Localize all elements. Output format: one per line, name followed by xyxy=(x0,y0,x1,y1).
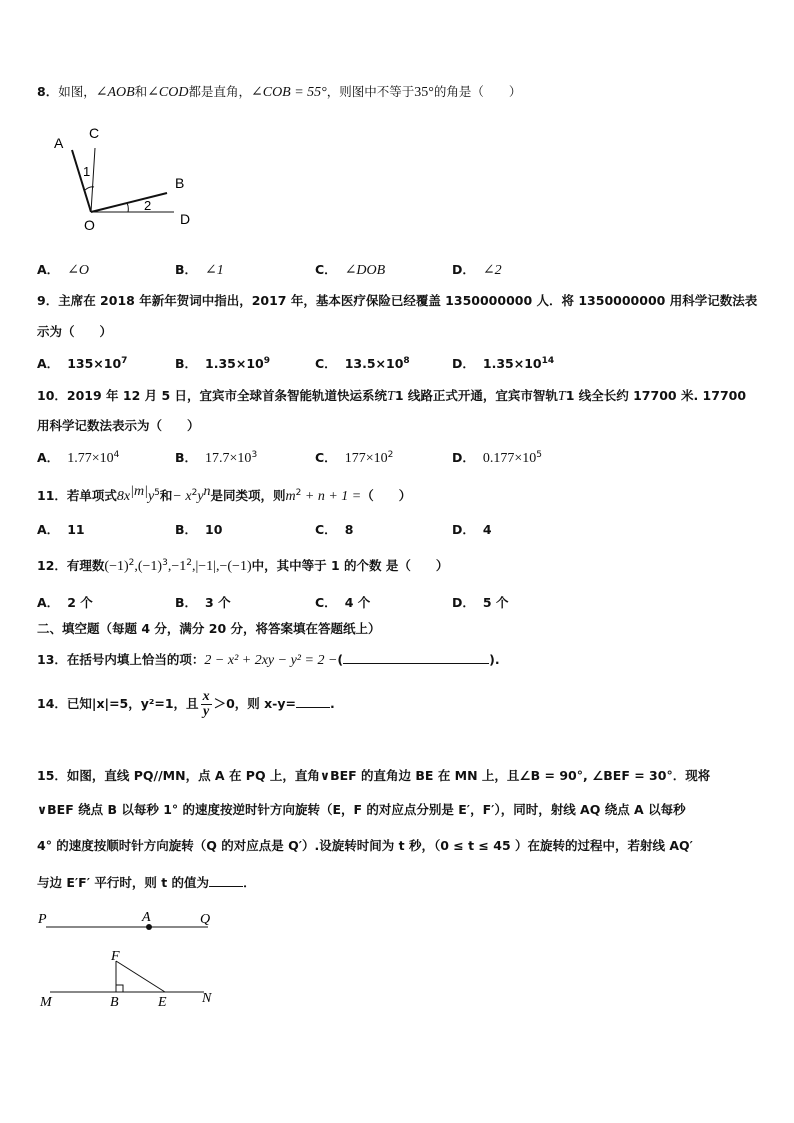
q10-options xyxy=(37,448,757,468)
q8-option-d[interactable]: D． ∠2 xyxy=(452,262,502,278)
q13-answer-blank[interactable] xyxy=(343,650,489,664)
q15-stem-line3: 4° 的速度按顺时针方向旋转（Q 的对应点是 Q′）.设旋转时间为 t 秒，（0 ≤ t ≤ 45 ）在旋转的过程中，若射线 AQ′ xyxy=(37,838,693,853)
label-2: 2 xyxy=(144,198,152,213)
q8-stem: 8．如图，∠AOB和∠COD都是直角，∠COB = 55°，则图中不等于35°的角是（ ） xyxy=(37,84,522,100)
q8-figure xyxy=(50,120,210,235)
label-c: C xyxy=(89,125,100,141)
q11-stem: 11．若单项式$8x^{|m|}y^5$和− $x^2y^n$是同类项，则$m^2 + n + 1$ =（ ） xyxy=(37,484,412,505)
q9-stem-line2: 示为（ ） xyxy=(37,324,113,339)
q11-option-a[interactable]: A． 11 xyxy=(37,522,85,537)
q15-stem-line2: ∨BEF 绕点 B 以每秒 1° 的速度按逆时针方向旋转（E，F 的对应点分别是 E′，F′），同时，射线 AQ 绕点 A 以每秒 xyxy=(37,802,686,817)
q8-option-a[interactable]: A． ∠O xyxy=(37,262,90,278)
q14-answer-blank[interactable] xyxy=(296,694,330,708)
q12-option-a[interactable]: A． 2 个 xyxy=(37,595,93,610)
q10-option-c[interactable]: C． $177\times 10^2$ xyxy=(315,449,394,466)
label-1: 1 xyxy=(83,164,91,179)
q12-option-d[interactable]: D． 5 个 xyxy=(452,595,509,610)
q10-option-b[interactable]: B． $17.7\times 10^3$ xyxy=(175,449,258,466)
q15-stem-line4: 与边 E′F′ 平行时，则 t 的值为 ． xyxy=(37,875,256,890)
q8-options xyxy=(37,260,757,280)
q8-option-b[interactable]: B． ∠1 xyxy=(175,262,224,278)
q12-options xyxy=(37,593,757,613)
label-b: B xyxy=(110,995,119,1010)
q11-options xyxy=(37,520,757,540)
q12-option-b[interactable]: B． 3 个 xyxy=(175,595,231,610)
label-a: A xyxy=(142,910,151,925)
label-d: D xyxy=(180,211,191,227)
label-p: P xyxy=(38,912,47,927)
angle-2-arc xyxy=(127,203,128,212)
q12-option-c[interactable]: C． 4 个 xyxy=(315,595,371,610)
ray-oc xyxy=(91,148,95,212)
label-e: E xyxy=(158,995,167,1010)
label-b: B xyxy=(175,175,185,191)
section-2-heading: 二、填空题（每题 4 分，满分 20 分，将答案填在答题纸上） xyxy=(37,621,381,636)
q8-option-c[interactable]: C． ∠DOB xyxy=(315,262,386,278)
q9-option-b[interactable]: B． $1.35\times 10^9$ xyxy=(175,355,271,371)
label-m: M xyxy=(40,995,52,1010)
q15-answer-blank[interactable] xyxy=(209,873,243,887)
fraction-x-over-y: $\frac{x}{y}$ xyxy=(202,689,210,719)
q11-option-b[interactable]: B． 10 xyxy=(175,522,223,537)
label-f: F xyxy=(111,949,120,964)
q10-stem-line2: 用科学记数法表示为（ ） xyxy=(37,418,200,433)
q11-option-d[interactable]: D． 4 xyxy=(452,522,492,537)
ray-ob xyxy=(91,193,167,212)
label-q: Q xyxy=(200,912,211,927)
q14-stem: 14．已知|x|=5，y²=1，且 $\frac{x}{y}$ ＞0，则 x-y= . xyxy=(37,689,335,719)
q10-option-a[interactable]: A． $1.77\times 10^4$ xyxy=(37,449,120,466)
q10-option-d[interactable]: D． $0.177\times 10^5$ xyxy=(452,449,543,466)
ray-oa xyxy=(72,150,91,212)
q11-option-c[interactable]: C． 8 xyxy=(315,522,354,537)
q9-option-c[interactable]: C． $13.5\times 10^8$ xyxy=(315,355,410,371)
label-n: N xyxy=(202,991,212,1006)
q9-option-a[interactable]: A． $135\times 10^7$ xyxy=(37,355,128,371)
q9-stem-line1: 9．主席在 2018 年新年贺词中指出，2017 年，基本医疗保险已经覆盖 1350000000 人．将 1350000000 用科学记数法表 xyxy=(37,293,758,308)
q9-option-d[interactable]: D． $1.35\times 10^{14}$ xyxy=(452,355,555,371)
label-o: O xyxy=(84,217,95,233)
q9-options xyxy=(37,354,757,374)
q15-figure xyxy=(34,905,224,1015)
label-a: A xyxy=(54,135,64,151)
q10-stem-line1: 10．2019 年 12 月 5 日，宜宾市全球首条智能轨道快运系统T1 线路正式开通，宜宾市智轨T1 线全长约 17700 米. 17700 xyxy=(37,388,747,404)
right-angle-mark xyxy=(116,985,123,992)
q15-stem-line1: 15．如图，直线 PQ//MN，点 A 在 PQ 上，直角∨BEF 的直角边 BE 在 MN 上，且∠B = 90°, ∠BEF = 30°．现将 xyxy=(37,768,711,783)
q13-stem: 13．在括号内填上恰当的项：2 − x² + 2xy − y² = 2 −( ). xyxy=(37,652,500,668)
q12-stem: 12．有理数$(-1)^2,(-1)^3,-1^2,|-1|,-(-1)$中，其中等于 1 的个数 是（ ） xyxy=(37,557,449,574)
